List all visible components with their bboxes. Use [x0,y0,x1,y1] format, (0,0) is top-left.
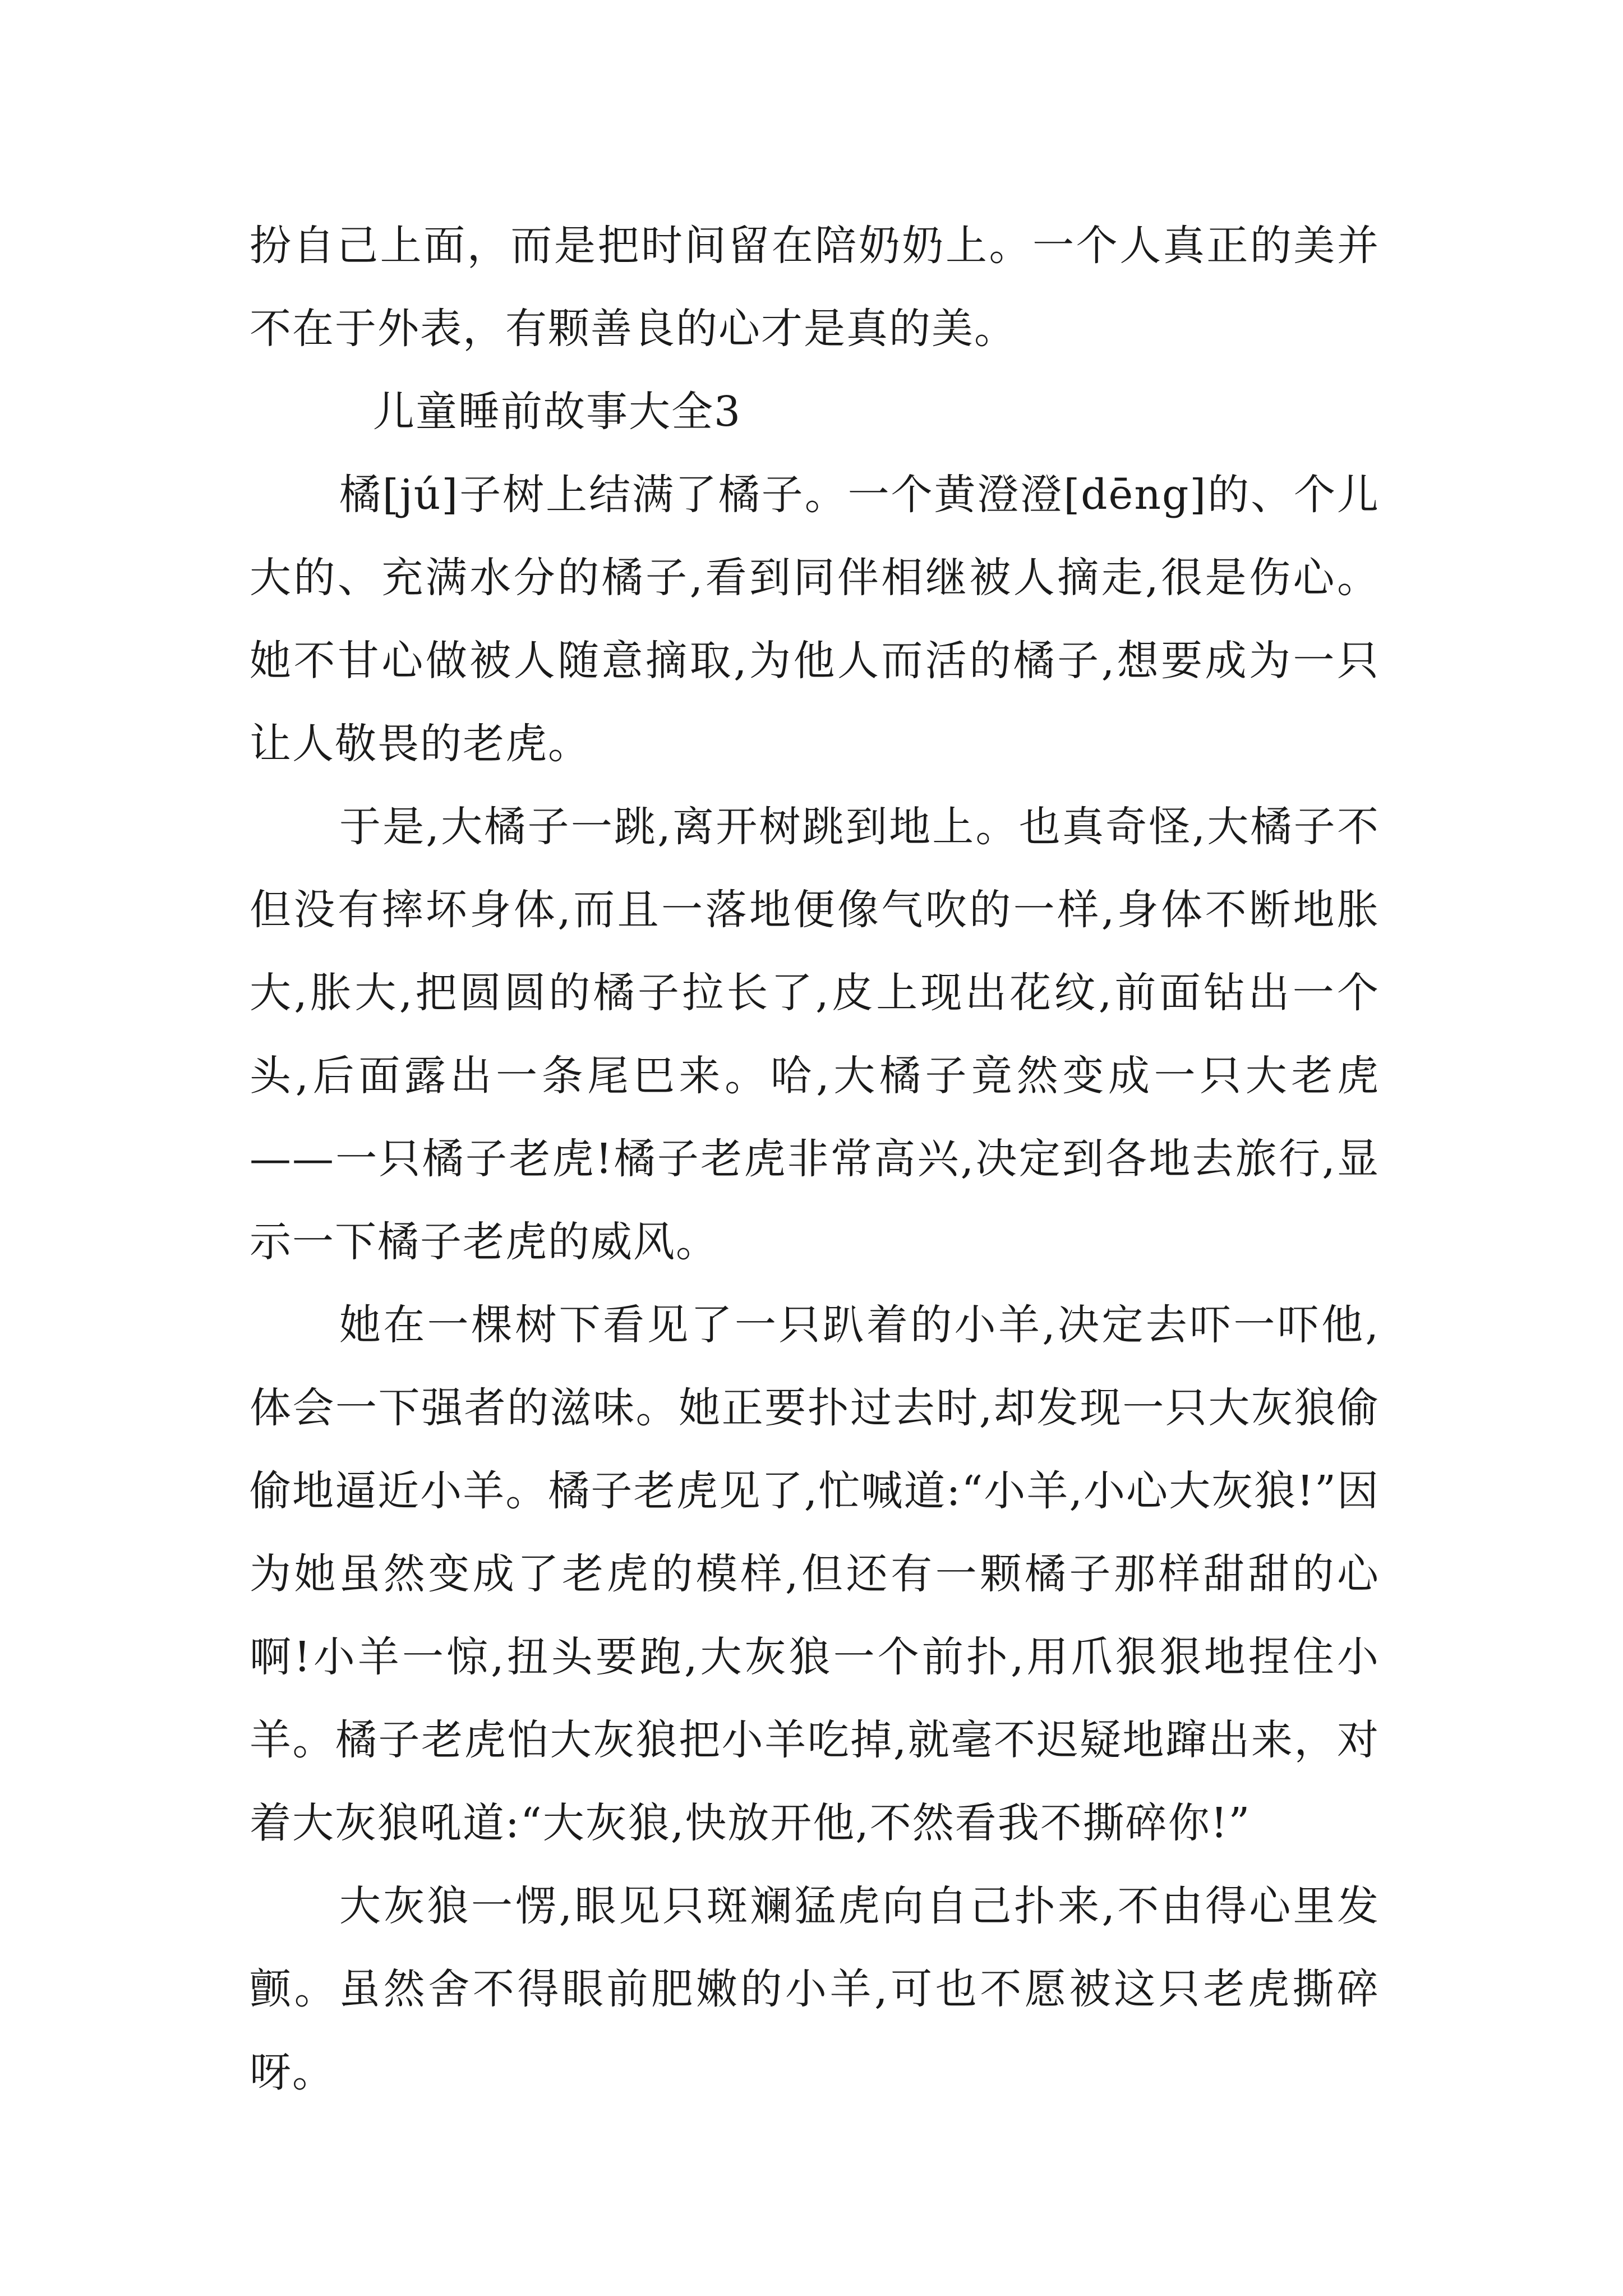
story-heading: 儿童睡前故事大全3 [373,388,742,436]
story-paragraph-1: 橘[jú]子树上结满了橘子。一个黄澄澄[dēng]的、个儿大的、充满水分的橘子,看到同伴相继被人摘走,很是伤心。她不甘心做被人随意摘取,为他人而活的橘子,想要成为一只让人敬畏的老虎。 [250,471,1380,768]
story-paragraph-4: 大灰狼一愣,眼见只斑斓猛虎向自己扑来,不由得心里发颤。虽然舍不得眼前肥嫩的小羊,可也不愿被这只老虎撕碎呀。 [250,1882,1380,2096]
story-paragraph-3: 她在一棵树下看见了一只趴着的小羊,决定去吓一吓他,体会一下强者的滋味。她正要扑过去时,却发现一只大灰狼偷偷地逼近小羊。橘子老虎见了,忙喊道:“小羊,小心大灰狼!”因为她虽然变成了老虎的模样,但还有一颗橘子那样甜甜的心啊!小羊一惊,扭头要跑,大灰狼一个前扑,用爪狠狠地捏住小羊。橘子老虎怕大灰狼把小羊吃掉,就毫不迟疑地蹿出来，对着大灰狼吼道:“大灰狼,快放开他,不然看我不撕碎你!” [250,1301,1380,1847]
continued-paragraph: 扮自己上面，而是把时间留在陪奶奶上。一个人真正的美并不在于外表，有颗善良的心才是真的美。 [250,222,1380,353]
story-paragraph-2: 于是,大橘子一跳,离开树跳到地上。也真奇怪,大橘子不但没有摔坏身体,而且一落地便像气吹的一样,身体不断地胀大,胀大,把圆圆的橘子拉长了,皮上现出花纹,前面钻出一个头,后面露出一条尾巴来。哈,大橘子竟然变成一只大老虎——一只橘子老虎!橘子老虎非常高兴,决定到各地去旅行,显示一下橘子老虎的威风。 [250,803,1380,1266]
